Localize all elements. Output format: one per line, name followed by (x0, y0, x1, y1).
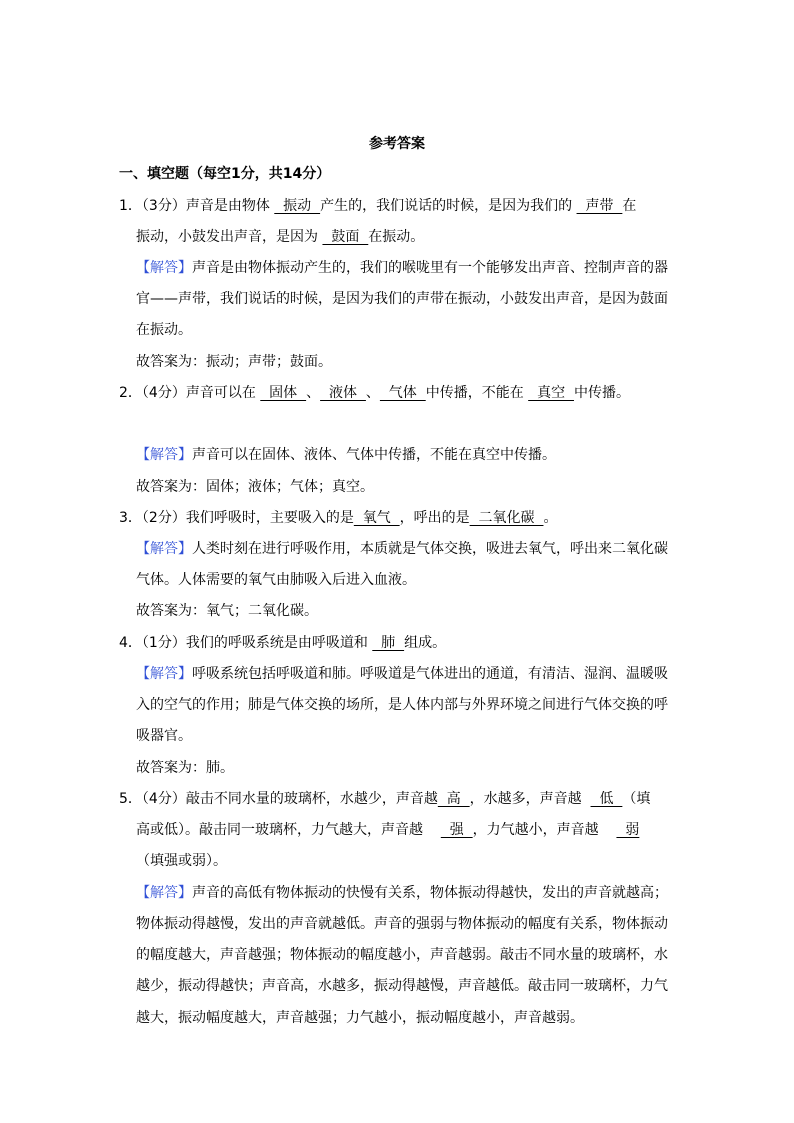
q5-analysis-line4: 越少，振动得越快；声音高，水越多，振动得越慢，声音越低。敲击同一玻璃杯，力气 (136, 978, 668, 994)
q5-question-line2: 高或低）。敲击同一玻璃杯，力气越大，声音越 强 ，力气越小，声音越 弱 (136, 822, 640, 838)
q3-blank-1: 氧气 (353, 510, 400, 526)
q2-question-line1: 2．（4分）声音可以在 固体 、 液体 、 气体 中传播，不能在 真空 中传播。 (119, 385, 630, 401)
q3-blank-2: 二氧化碳 (469, 510, 544, 526)
q5-question-line3: （填强或弱）。 (136, 853, 227, 869)
analysis-tag: 【解答】 (136, 260, 192, 276)
q4-answer: 故答案为：肺。 (136, 760, 234, 776)
analysis-tag: 【解答】 (136, 885, 192, 901)
q5-blank-1: 高 (437, 791, 470, 807)
q2-blank-1: 固体 (260, 385, 307, 401)
q1-answer: 故答案为：振动；声带；鼓面。 (136, 354, 332, 370)
q5-blank-2: 低 (590, 791, 623, 807)
analysis-tag: 【解答】 (136, 666, 192, 682)
section-heading: 一、填空题（每空1分，共14分） (119, 166, 331, 182)
q4-blank-1: 肺 (372, 635, 405, 651)
analysis-tag: 【解答】 (136, 541, 192, 557)
q5-analysis-line1: 【解答】声音的高低有物体振动的快慢有关系，物体振动得越快，发出的声音就越高； (136, 885, 668, 901)
q4-analysis-line1: 【解答】呼吸系统包括呼吸道和肺。呼吸道是气体进出的通道，有清洁、湿润、温暖吸 (136, 666, 668, 682)
q5-analysis-line5: 越大，振动幅度越大，声音越强；力气越小，振动幅度越小，声音越弱。 (136, 1010, 584, 1026)
q1-analysis-line1: 【解答】声音是由物体振动产生的，我们的喉咙里有一个能够发出声音、控制声音的器 (136, 260, 668, 276)
q1-analysis-line2: 官——声带，我们说话的时候，是因为我们的声带在振动，小鼓发出声音，是因为鼓面 (136, 291, 668, 307)
q1-blank-1: 振动 (274, 198, 321, 214)
q2-blank-4: 真空 (528, 385, 574, 401)
q2-answer: 故答案为：固体；液体；气体；真空。 (136, 479, 374, 495)
q4-analysis-line2: 入的空气的作用；肺是气体交换的场所，是人体内部与外界环境之间进行气体交换的呼 (136, 697, 668, 713)
q3-analysis-line2: 气体。人体需要的氧气由肺吸入后进入血液。 (136, 572, 416, 588)
q3-question-line1: 3．（2分）我们呼吸时，主要吸入的是 氧气 ，呼出的是 二氧化碳 。 (119, 510, 558, 526)
q4-question-line1: 4．（1分）我们的呼吸系统是由呼吸道和 肺 组成。 (119, 635, 447, 651)
q5-question-line1: 5．（4分）敲击不同水量的玻璃杯，水越少，声音越 高 ，水越多，声音越 低 （填 (119, 791, 651, 807)
q2-blank-3: 气体 (379, 385, 426, 401)
q4-analysis-line3: 吸器官。 (136, 728, 192, 744)
analysis-tag: 【解答】 (136, 447, 192, 463)
q5-blank-3: 强 (440, 822, 473, 838)
q1-question-line1: 1．（3分）声音是由物体 振动 产生的，我们说话的时候，是因为我们的 声带 在 (119, 198, 637, 214)
q1-blank-2: 声带 (576, 198, 623, 214)
q5-analysis-line3: 的幅度越大，声音越强；物体振动的幅度越小，声音越弱。敲击不同水量的玻璃杯，水 (136, 947, 668, 963)
q2-analysis-line1: 【解答】声音可以在固体、液体、气体中传播，不能在真空中传播。 (136, 447, 556, 463)
q1-analysis-line3: 在振动。 (136, 322, 192, 338)
q5-analysis-line2: 物体振动得越慢，发出的声音就越低。声音的强弱与物体振动的幅度有关系，物体振动 (136, 916, 668, 932)
q1-blank-3: 鼓面 (322, 229, 369, 245)
page-title: 参考答案 (369, 136, 425, 152)
q3-answer: 故答案为：氧气；二氧化碳。 (136, 603, 318, 619)
q3-analysis-line1: 【解答】人类时刻在进行呼吸作用，本质就是气体交换，吸进去氧气，呼出来二氧化碳 (136, 541, 668, 557)
q5-blank-4: 弱 (616, 822, 640, 838)
q2-blank-2: 液体 (320, 385, 366, 401)
q1-question-line2: 振动，小鼓发出声音，是因为 鼓面 在振动。 (136, 229, 425, 245)
